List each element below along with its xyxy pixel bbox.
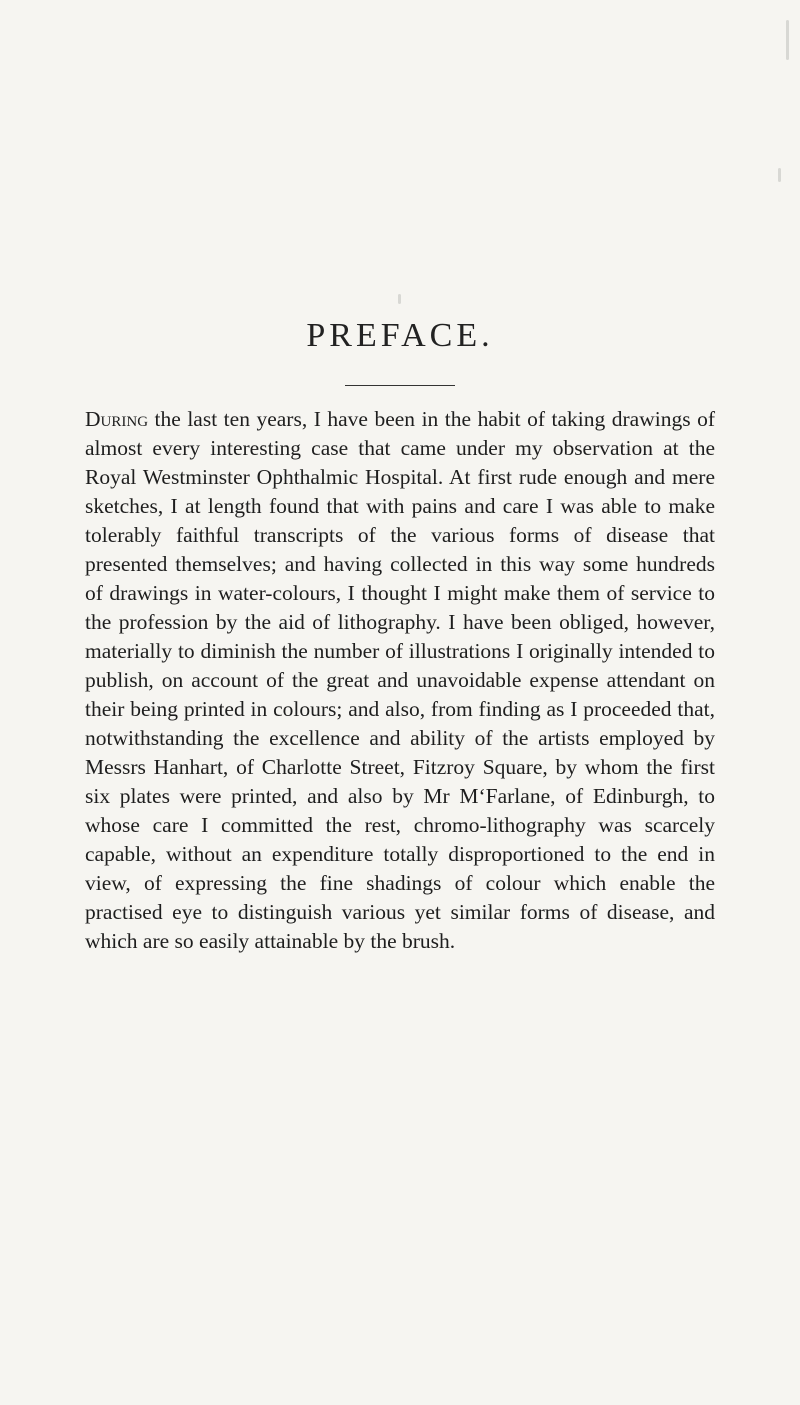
page-mark: [786, 20, 789, 60]
page-mark: [398, 294, 401, 304]
page-title: PREFACE.: [306, 317, 494, 354]
preface-body: [85, 405, 715, 956]
drop-word: During: [85, 407, 149, 431]
paragraph-text: the last ten years, I have been in the habit of taking drawings of almost every interesting case that came under my observation at the Royal Westminster Ophthalmic Hospital. At first rude enough and mere sketches, I at length found that with pains and care I was able to make tolerably faithful transcripts of the various forms of disease that presented themselves; and having collected in this way some hundreds of drawings in water-colours, I thought I might make them of service to the profession by the aid of lithography. I have been obliged, however, materially to diminish the number of illustrations I originally intended to publish, on account of the great and unavoidable expense attendant on their being printed in colours; and also, from finding as I proceeded that, notwithstanding the excellence and ability of the artists employed by Messrs Hanhart, of Charlotte Street, Fitzroy Square, by whom the first six plates were printed, and also by Mr M‘Farlane, of Edinburgh, to whose care I committed the rest, chromo-lithography was scarcely capable, without an expenditure totally disproportioned to the end in view, of expressing the fine shadings of colour which enable the practised eye to distinguish various yet similar forms of disease, and which are so easily attainable by the brush.: [85, 407, 715, 953]
title-divider: [345, 385, 455, 386]
page-mark: [778, 168, 781, 182]
preface-paragraph: [85, 405, 715, 956]
